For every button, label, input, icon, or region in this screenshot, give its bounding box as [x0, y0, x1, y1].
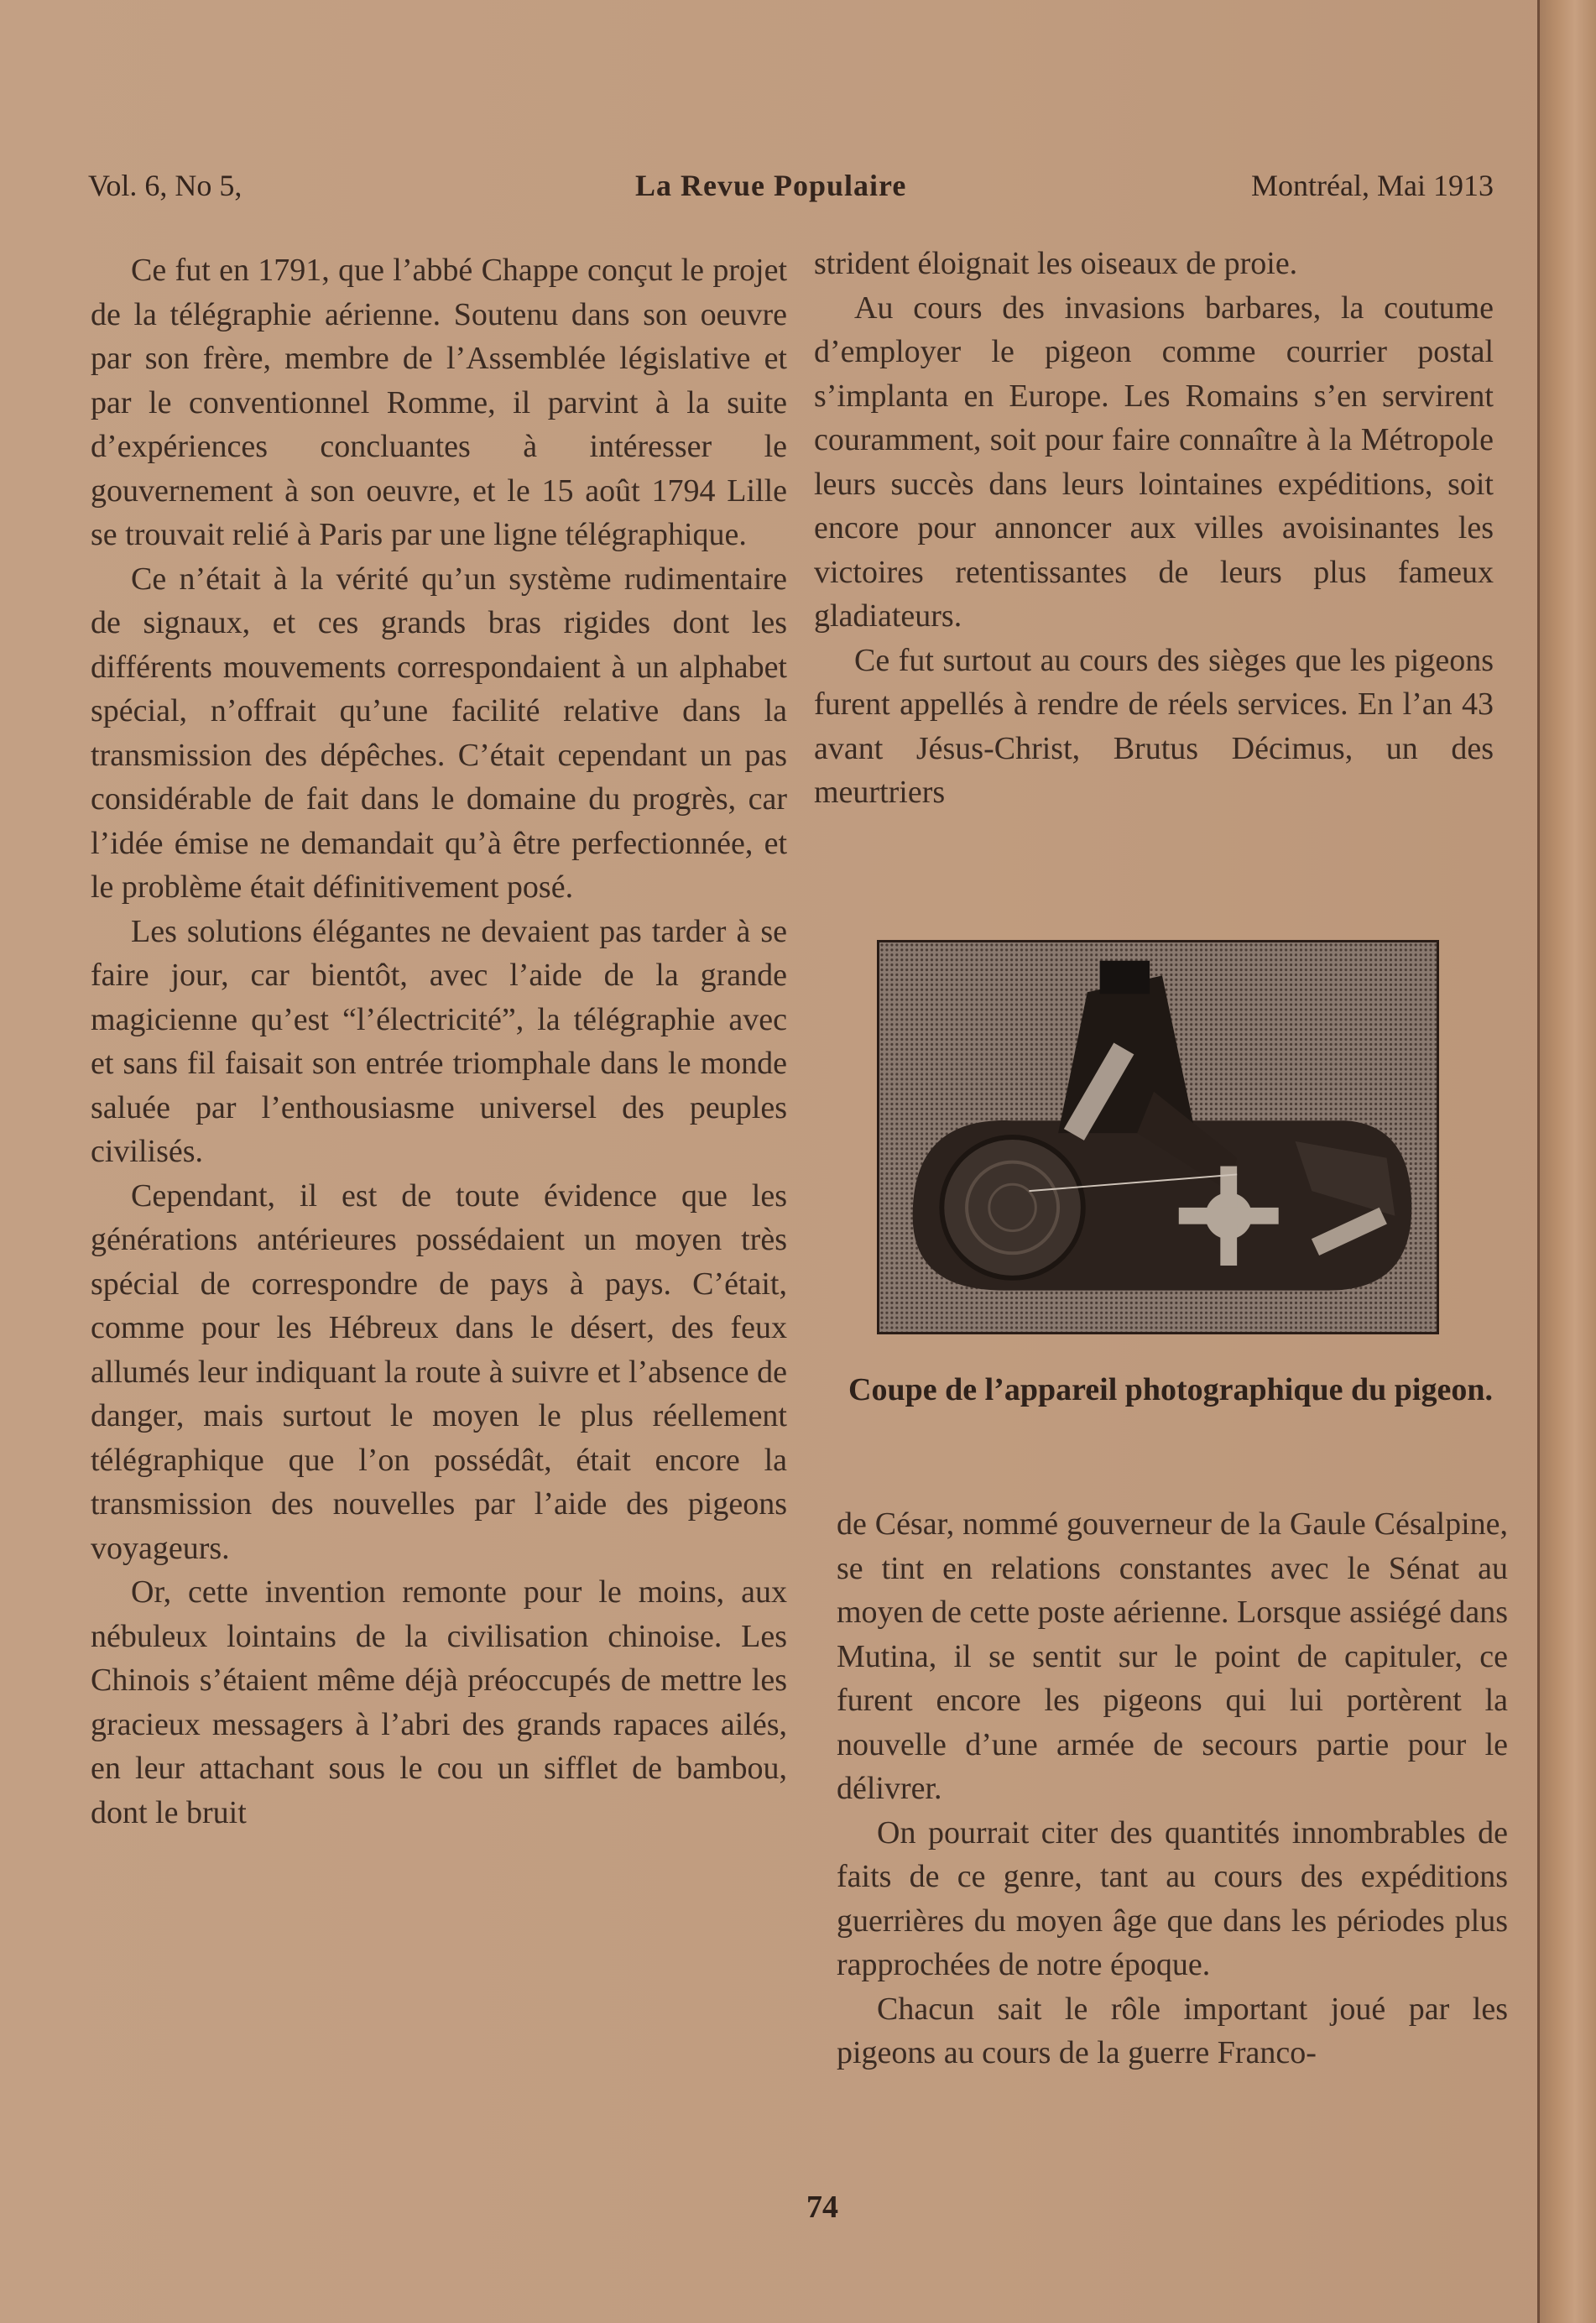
left-column	[91, 248, 787, 1835]
paragraph: Les solutions élégantes ne devaient pas tarder à se faire jour, car bientôt, avec l’aide de la grande magicienne qu’est “l’électricité”, la télégraphie avec et sans fil faisait son entrée triomphale dans le monde saluée par l’enthousiasme universel des peuples civilisés.	[91, 913, 787, 1169]
paragraph: Au cours des invasions barbares, la coutume d’employer le pigeon comme courrier postal s’implanta en Europe. Les Romains s’en servirent couramment, soit pour faire connaître à la Métropole leurs succès dans leurs lointaines expéditions, soit encore pour annoncer aux villes avoisinantes les victoires retentissantes de leurs plus fameux gladiateurs.	[814, 290, 1494, 634]
paragraph: de César, nommé gouverneur de la Gaule Césalpine, se tint en relations constantes avec le Sénat au moyen de cette poste aérienne. Lorsque assiégé dans Mutina, il se sentit sur le point de capituler, ce furent encore les pigeons qui lui portèrent la nouvelle d’une armée de secours partie pour le délivrer.	[837, 1506, 1508, 1806]
page-binding-edge	[1537, 0, 1596, 2323]
paragraph: Cependant, il est de toute évidence que les générations antérieures possédaient un moyen très spécial de correspondre de pays à pays. C’était, comme pour les Hébreux dans le désert, des feux allumés leur indiquant la route à suivre et l’absence de danger, mais surtout le moyen le plus réellement télégraphique que l’on possédât, était encore la transmission des nouvelles par l’aide des pigeons voyageurs.	[91, 1177, 787, 1566]
camera-illustration	[877, 940, 1439, 1334]
paragraph: Ce fut surtout au cours des sièges que les pigeons furent appellés à rendre de réels services. En l’an 43 avant Jésus-Christ, Brutus Décimus, un des meurtriers	[814, 642, 1494, 810]
figure-caption: Coupe de l’appareil photographique du pigeon.	[848, 1372, 1493, 1407]
right-column-bottom	[837, 1502, 1508, 2075]
page-number: 74	[806, 2190, 838, 2225]
camera-drawing	[879, 942, 1437, 1332]
paragraph: Ce fut en 1791, que l’abbé Chappe conçut le projet de la télégraphie aérienne. Soutenu dans son oeuvre par son frère, membre de l’Assemblée législative et par le conventionnel Romme, il parvint à la suite d’expériences concluantes à intéresser le gouvernement à son oeuvre, et le 15 août 1794 Lille se trouvait relié à Paris par une ligne télégraphique.	[91, 253, 787, 552]
header-date: Montréal, Mai 1913	[1251, 169, 1494, 202]
paragraph: Chacun sait le rôle important joué par les pigeons au cours de la guerre Franco-	[837, 1991, 1508, 2070]
paragraph: strident éloignait les oiseaux de proie.	[814, 246, 1298, 281]
header-volume: Vol. 6, No 5,	[88, 169, 243, 202]
paragraph: On pourrait citer des quantités innombrables de faits de ce genre, tant au cours des expéditions guerrières du moyen âge que dans les périodes plus rapprochées de notre époque.	[837, 1814, 1508, 1982]
paragraph: Ce n’était à la vérité qu’un système rudimentaire de signaux, et ces grands bras rigides dont les différents mouvements correspondaient à un alphabet spécial, n’offrait qu’une facilité relative dans la transmission des dépêches. C’était cependant un pas considérable de fait dans le domaine du progrès, car l’idée émise ne demandait qu’à être perfectionnée, et le problème était définitivement posé.	[91, 561, 787, 905]
paragraph: Or, cette invention remonte pour le moins, aux nébuleux lointains de la civilisation chinoise. Les Chinois s’étaient même déjà préoccupés de mettre les gracieux messagers à l’abri des grands rapaces ailés, en leur attachant sous le cou un sifflet de bambou, dont le bruit	[91, 1574, 787, 1830]
header-title: La Revue Populaire	[635, 169, 907, 202]
running-header	[88, 168, 1494, 218]
right-column-top	[814, 242, 1494, 815]
